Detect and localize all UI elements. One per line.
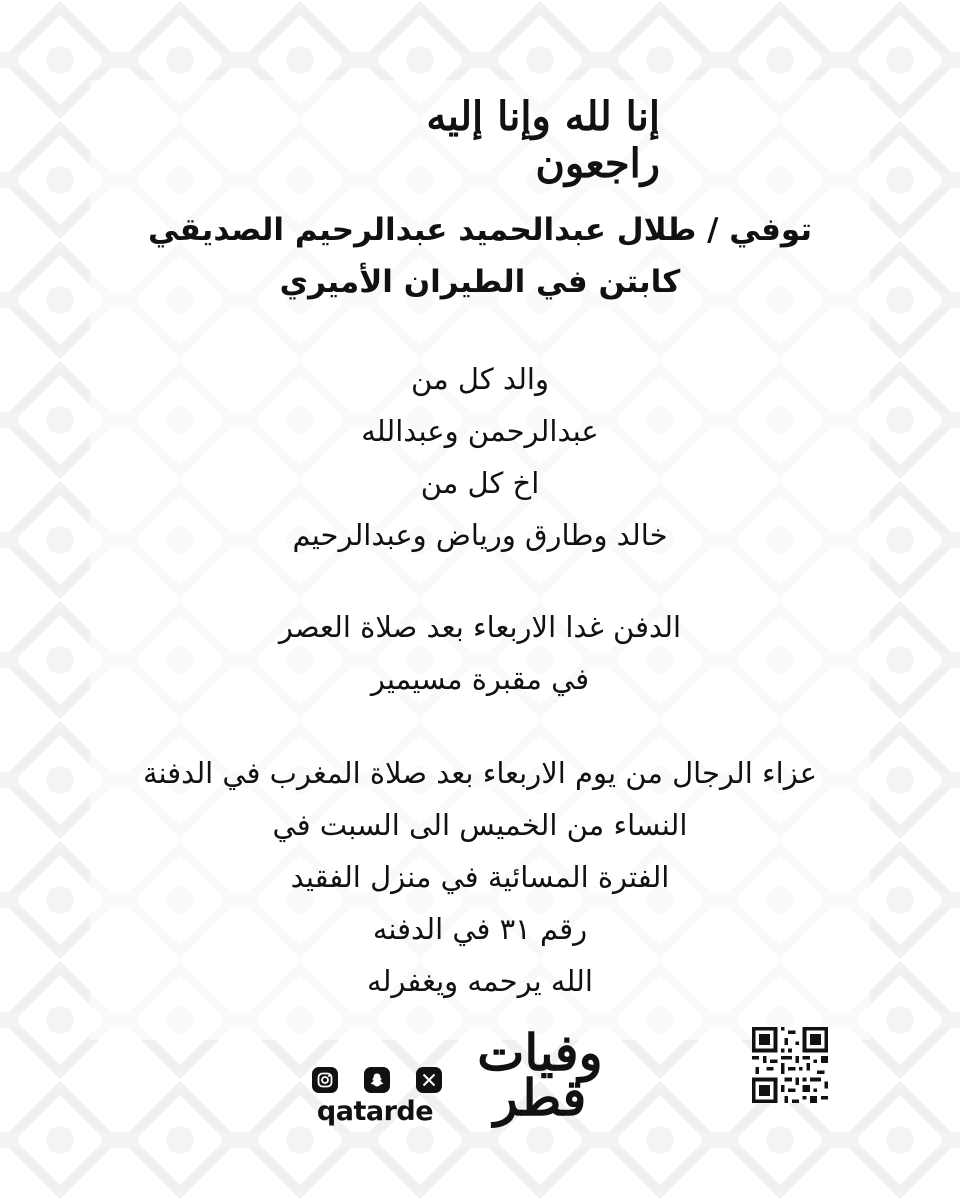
- brand-logo: [455, 1010, 625, 1140]
- deceased-name-line: توفي / طلال عبدالحميد عبدالرحيم الصديقي: [148, 212, 812, 248]
- social-handle: qatarde: [316, 1096, 434, 1127]
- body-line: والد كل من: [411, 362, 549, 396]
- x-icon[interactable]: [416, 1067, 442, 1093]
- deceased-title-line: كابتن في الطيران الأميري: [279, 264, 681, 300]
- condolence-line: رقم ٣١ في الدفنه: [372, 912, 588, 946]
- condolence-line: عزاء الرجال من يوم الاربعاء بعد صلاة المغرب في الدفنة: [142, 756, 818, 790]
- calligraphy-text: إنا لله وإنا إليه راجعون: [426, 93, 660, 187]
- condolence-line: الفترة المسائية في منزل الفقيد: [290, 860, 670, 894]
- prayer-line: الله يرحمه ويغفرله: [367, 964, 593, 998]
- social-icons: [312, 1066, 442, 1094]
- body-line: عبدالرحمن وعبدالله: [361, 414, 599, 448]
- snapchat-icon[interactable]: [364, 1067, 390, 1093]
- body-line: اخ كل من: [420, 466, 540, 500]
- instagram-icon[interactable]: [312, 1067, 338, 1093]
- burial-line: الدفن غدا الاربعاء بعد صلاة العصر: [278, 610, 682, 644]
- condolence-line: النساء من الخميس الى السبت في: [272, 808, 688, 842]
- body-line: خالد وطارق ورياض وعبدالرحيم: [292, 518, 668, 552]
- qr-code-icon[interactable]: [752, 1027, 828, 1103]
- brand-logo-text: وفيات قطر: [477, 1023, 603, 1127]
- burial-location-line: في مقبرة مسيمير: [370, 662, 590, 696]
- calligraphy-header: [300, 95, 660, 185]
